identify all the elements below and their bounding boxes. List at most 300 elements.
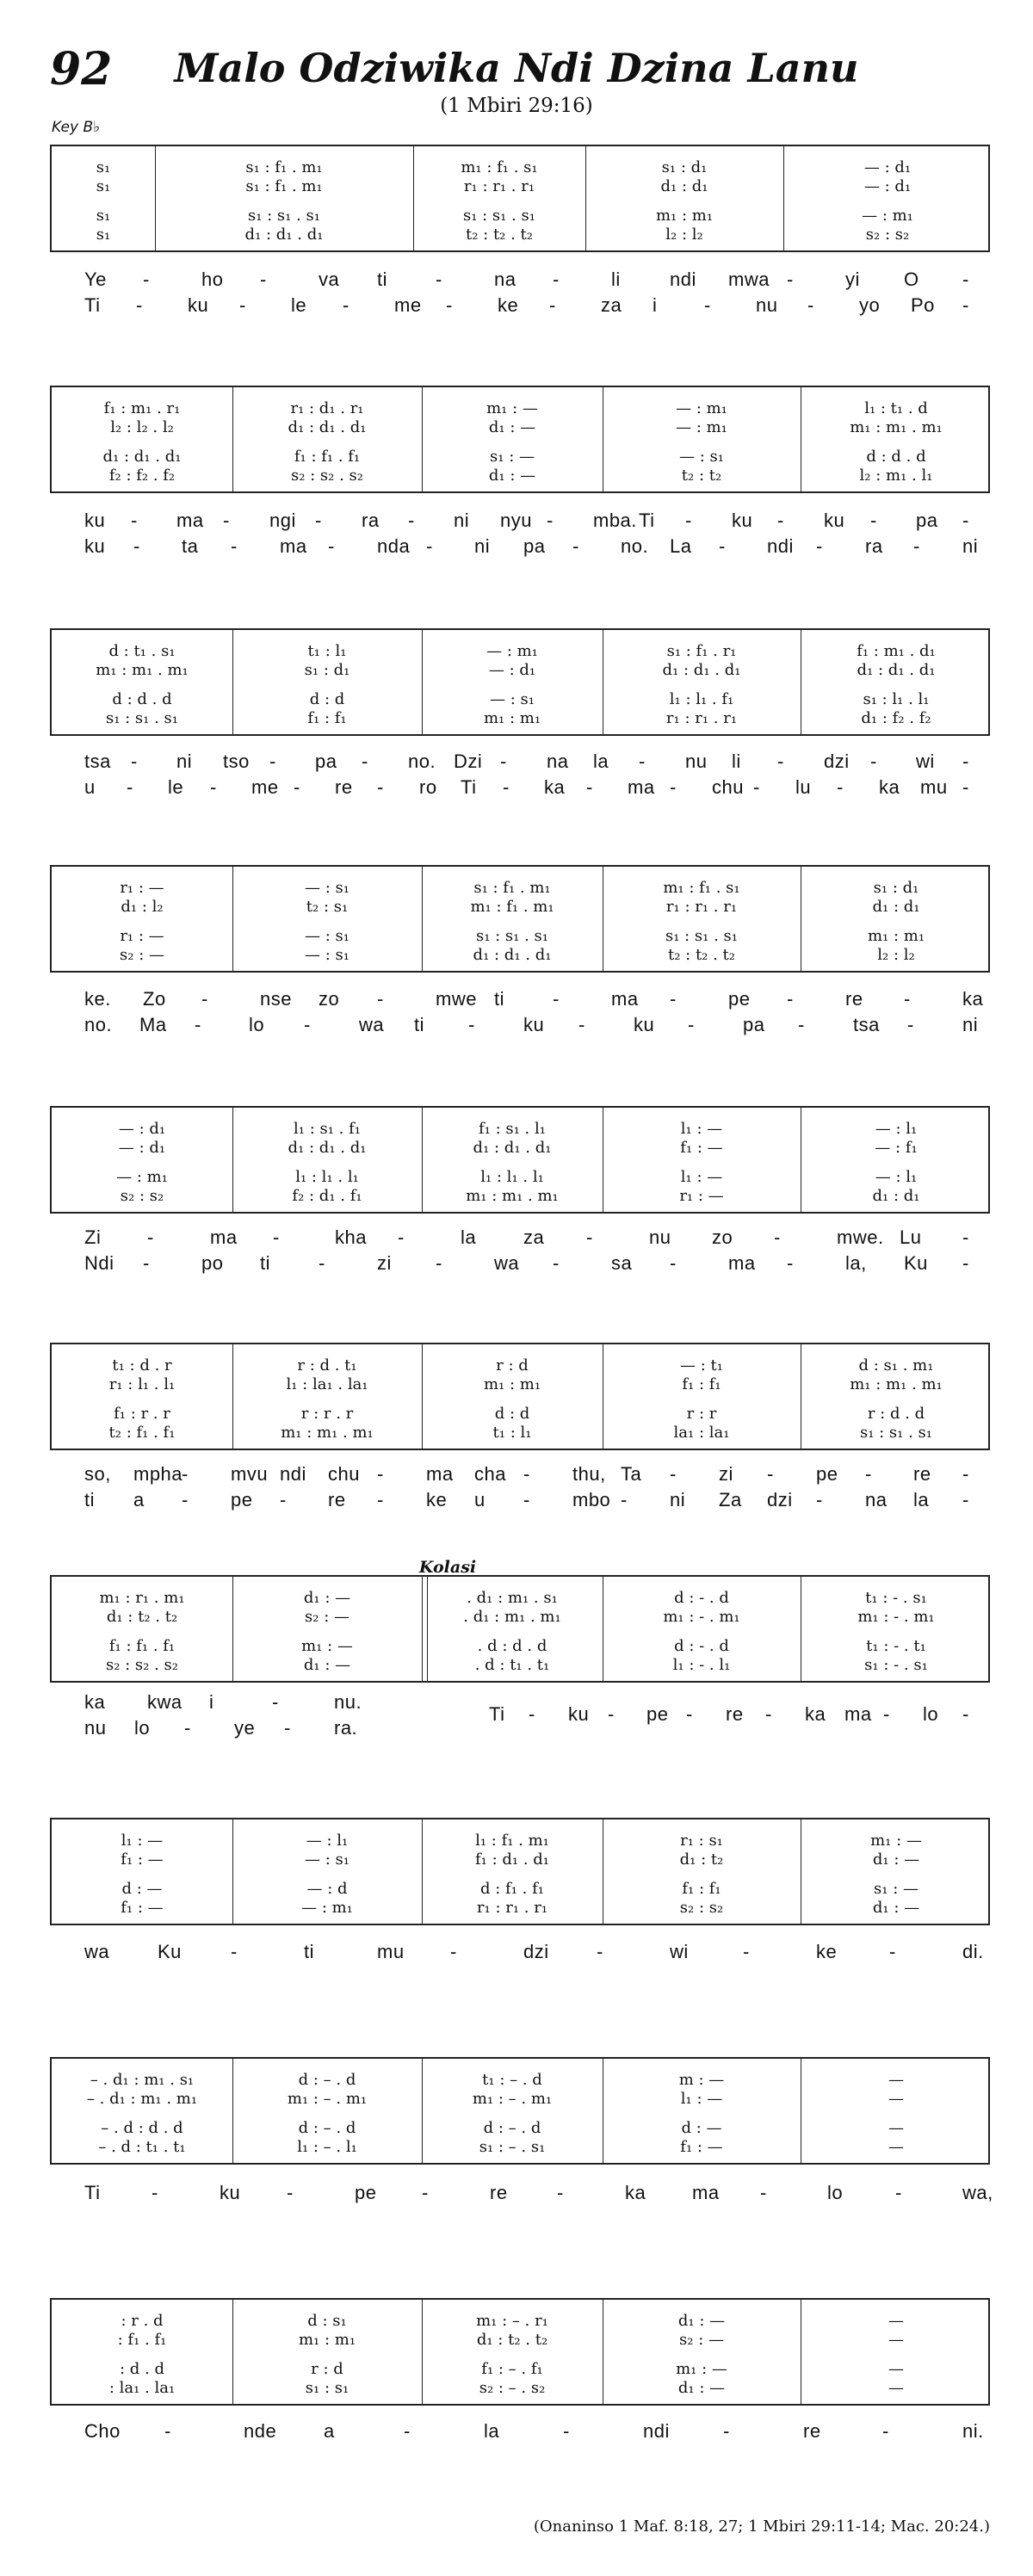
solfa-notes: l₁ : l₁ . f₁ bbox=[669, 690, 734, 708]
lyric-syllable: - bbox=[882, 2420, 889, 2442]
solfa-notes: s₁ : d₁ bbox=[661, 158, 708, 176]
solfa-notes: m₁ : – . m₁ bbox=[472, 2090, 553, 2108]
lyric-syllable: nu bbox=[685, 751, 708, 772]
solfa-notes: l₁ : – . l₁ bbox=[297, 2138, 357, 2156]
solfa-notes: s₂ : — bbox=[305, 1608, 349, 1626]
solfa-notes: m₁ : f₁ . s₁ bbox=[663, 879, 740, 897]
measure bbox=[801, 2059, 992, 2163]
lyric-syllable: ka bbox=[84, 1691, 106, 1713]
solfa-notes: f₁ : m₁ . r₁ bbox=[103, 399, 181, 417]
lyric-syllable: - bbox=[287, 2182, 294, 2203]
solfa-notes: s₁ : s₁ . s₁ bbox=[475, 927, 549, 945]
solfa-notes: m₁ : m₁ bbox=[298, 2331, 356, 2349]
lyric-syllable: lo bbox=[134, 1717, 151, 1739]
lyric-syllable: ra bbox=[362, 510, 380, 531]
lyric-syllable: - bbox=[765, 1703, 772, 1725]
solfa-notes: d₁ : d₁ . d₁ bbox=[662, 661, 741, 679]
solfa-notes: l₂ : l₂ bbox=[877, 946, 915, 964]
solfa-notes: m₁ : — bbox=[486, 399, 538, 417]
lyric-syllable: - bbox=[816, 535, 823, 557]
lyric-syllable: - bbox=[549, 294, 556, 316]
lyric-syllable: la bbox=[484, 2420, 500, 2442]
lyric-syllable: Za bbox=[719, 1489, 742, 1510]
lyric-syllable: - bbox=[404, 2420, 411, 2442]
solfa-notes: d : – . d bbox=[298, 2071, 356, 2089]
lyric-syllable: yi bbox=[845, 269, 860, 290]
lyric-syllable: Ndi bbox=[84, 1252, 114, 1274]
lyric-syllable: nu bbox=[84, 1717, 107, 1739]
solfa-notes: : la₁ . la₁ bbox=[108, 2379, 176, 2397]
lyric-syllable: wa bbox=[494, 1252, 520, 1274]
solfa-notes: : r . d bbox=[121, 2312, 164, 2330]
lyric-syllable: - bbox=[962, 1703, 969, 1725]
solfa-notes: s₁ bbox=[96, 225, 111, 244]
lyric-syllable: Ye bbox=[84, 269, 107, 290]
lyric-syllable: - bbox=[889, 1941, 896, 1962]
lyric-syllable: ka bbox=[962, 988, 984, 1010]
lyric-syllable: ku bbox=[188, 294, 209, 316]
measure bbox=[422, 387, 603, 491]
measure bbox=[422, 1344, 603, 1449]
solfa-notes: t₁ : d . r bbox=[112, 1356, 172, 1374]
measure bbox=[52, 2059, 232, 2163]
solfa-notes: l₂ : l₂ bbox=[665, 225, 703, 244]
solfa-notes: d : s₁ bbox=[307, 2312, 347, 2330]
solfa-notes: m₁ : f₁ . s₁ bbox=[461, 158, 538, 176]
lyric-syllable: nu. bbox=[334, 1691, 362, 1713]
solfa-notes: m : — bbox=[678, 2071, 725, 2089]
solfa-notes: m₁ : – . r₁ bbox=[476, 2312, 548, 2330]
solfa-notes: — : l₁ bbox=[306, 1832, 349, 1850]
lyric-syllable: - bbox=[807, 294, 814, 316]
lyric-syllable: - bbox=[685, 510, 692, 531]
solfa-notes: s₁ : d₁ bbox=[304, 661, 350, 679]
solfa-notes: s₂ : — bbox=[679, 2331, 724, 2349]
solfa-notes: d : d . d bbox=[112, 690, 172, 708]
solfa-notes: . d : d . d bbox=[477, 1637, 547, 1655]
solfa-notes: m₁ : m₁ bbox=[483, 1375, 541, 1393]
solfa-notes: s₁ : s₁ . s₁ bbox=[859, 1424, 933, 1442]
lyric-syllable: nyu bbox=[500, 510, 532, 531]
measure bbox=[52, 1577, 232, 1681]
measure bbox=[801, 867, 992, 971]
hymn-title: Malo Odziwika Ndi Dzina Lanu bbox=[174, 45, 859, 91]
key-signature: Key B♭ bbox=[52, 119, 101, 136]
solfa-notes: m₁ : m₁ . m₁ bbox=[850, 1375, 943, 1393]
lyric-syllable: nda bbox=[377, 535, 411, 557]
lyric-syllable: mbo bbox=[572, 1489, 611, 1510]
hymn-subtitle: (1 Mbiri 29:16) bbox=[440, 95, 593, 117]
solfa-notes: l₁ : s₁ . f₁ bbox=[294, 1120, 361, 1138]
measure bbox=[603, 1108, 801, 1212]
lyric-syllable: - bbox=[572, 535, 579, 557]
solfa-notes: — : d₁ bbox=[863, 158, 912, 176]
lyric-syllable: - bbox=[273, 1226, 280, 1248]
solfa-notes: d₁ : — bbox=[488, 466, 536, 485]
lyric-syllable: le bbox=[291, 294, 307, 316]
lyric-syllable: Lu bbox=[900, 1226, 922, 1248]
measure bbox=[422, 1819, 603, 1924]
lyric-syllable: - bbox=[343, 294, 349, 316]
measure bbox=[413, 146, 585, 250]
lyric-syllable: - bbox=[436, 1252, 442, 1274]
solfa-notes: m₁ : m₁ bbox=[867, 927, 925, 945]
lyric-syllable: wa bbox=[359, 1014, 385, 1035]
solfa-notes: — : s₁ bbox=[305, 1850, 349, 1869]
solfa-notes: d : s₁ . m₁ bbox=[858, 1356, 934, 1374]
solfa-notes: — bbox=[888, 2331, 904, 2349]
lyric-syllable: - bbox=[231, 535, 238, 557]
lyric-syllable: ni bbox=[670, 1489, 686, 1510]
lyric-syllable: ku bbox=[568, 1703, 590, 1725]
lyric-syllable: ni bbox=[176, 751, 193, 772]
lyric-syllable: - bbox=[468, 1014, 475, 1035]
measure bbox=[52, 2300, 232, 2404]
lyric-syllable: - bbox=[557, 2182, 564, 2203]
solfa-notes: r : d bbox=[496, 1356, 529, 1374]
lyric-syllable: - bbox=[377, 776, 384, 798]
solfa-notes: t₂ : t₂ . t₂ bbox=[465, 225, 534, 244]
solfa-notes: — : s₁ bbox=[679, 448, 724, 466]
solfa-notes: — : m₁ bbox=[301, 1899, 353, 1917]
solfa-notes: l₁ : f₁ . m₁ bbox=[475, 1832, 549, 1850]
lyric-syllable: - bbox=[760, 2182, 767, 2203]
lyric-syllable: - bbox=[913, 535, 920, 557]
solfa-notes: m₁ : m₁ . m₁ bbox=[466, 1187, 559, 1205]
solfa-notes: f₁ : — bbox=[680, 2138, 723, 2156]
lyric-syllable: - bbox=[621, 1489, 628, 1510]
measure bbox=[801, 1108, 992, 1212]
solfa-notes: — bbox=[888, 2379, 904, 2397]
lyric-syllable: ti bbox=[84, 1489, 95, 1510]
lyric-syllable: re bbox=[845, 988, 863, 1010]
lyric-syllable: Ku bbox=[904, 1252, 928, 1274]
solfa-notes: — bbox=[888, 2360, 904, 2378]
lyric-syllable: ni. bbox=[962, 2420, 984, 2442]
lyric-syllable: - bbox=[670, 1463, 677, 1485]
lyric-syllable: - bbox=[743, 1941, 750, 1962]
lyric-syllable: - bbox=[127, 776, 133, 798]
solfa-notes: f₁ : — bbox=[121, 1899, 164, 1917]
lyric-syllable: Ti bbox=[489, 1703, 505, 1725]
lyric-syllable: - bbox=[143, 1252, 150, 1274]
lyric-syllable: ti bbox=[414, 1014, 424, 1035]
lyric-syllable: pa bbox=[916, 510, 938, 531]
solfa-notes: s₁ : s₁ bbox=[305, 2379, 349, 2397]
lyric-syllable: me bbox=[251, 776, 279, 798]
solfa-notes: s₂ : – . s₂ bbox=[479, 2379, 546, 2397]
lyric-syllable: mu bbox=[920, 776, 948, 798]
solfa-notes: — : s₁ bbox=[305, 946, 349, 964]
solfa-notes: — : l₁ bbox=[875, 1168, 918, 1186]
solfa-notes: t₁ : - . s₁ bbox=[865, 1589, 927, 1607]
lyric-syllable: - bbox=[753, 776, 760, 798]
lyric-syllable: - bbox=[962, 269, 969, 290]
lyric-syllable: ke bbox=[426, 1489, 448, 1510]
lyric-syllable: ti bbox=[377, 269, 387, 290]
solfa-notes: d₁ : — bbox=[488, 418, 536, 436]
solfa-notes: s₁ : s₁ . s₁ bbox=[105, 709, 179, 727]
lyric-syllable: ka bbox=[805, 1703, 826, 1725]
lyric-syllable: tso bbox=[223, 751, 250, 772]
lyric-syllable: mvu bbox=[231, 1463, 269, 1485]
solfa-notes: d₁ : d₁ . d₁ bbox=[102, 448, 182, 466]
lyric-syllable: - bbox=[895, 2182, 902, 2203]
solfa-notes: — : d₁ bbox=[118, 1120, 166, 1138]
lyric-syllable: - bbox=[280, 1489, 287, 1510]
music-system bbox=[50, 386, 990, 493]
solfa-notes: s₁ : — bbox=[874, 1880, 919, 1898]
lyric-syllable: nu bbox=[649, 1226, 671, 1248]
solfa-notes: s₁ : – . s₁ bbox=[479, 2138, 546, 2156]
lyric-syllable: di. bbox=[962, 1941, 984, 1962]
solfa-notes: s₁ bbox=[96, 158, 111, 176]
solfa-notes: d₁ : d₁ . d₁ bbox=[244, 225, 324, 244]
lyric-syllable: ke bbox=[816, 1941, 838, 1962]
music-system bbox=[50, 2298, 990, 2406]
lyric-syllable: nde bbox=[244, 2420, 277, 2442]
measure bbox=[232, 2300, 422, 2404]
solfa-notes: r₁ : r₁ . r₁ bbox=[463, 177, 535, 195]
lyric-syllable: kha bbox=[335, 1226, 367, 1248]
lyric-syllable: mwa bbox=[728, 269, 770, 290]
music-system bbox=[50, 1343, 990, 1450]
lyric-syllable: re bbox=[726, 1703, 744, 1725]
lyric-syllable: Zi bbox=[84, 1226, 102, 1248]
solfa-notes: l₁ : l₁ . l₁ bbox=[295, 1168, 359, 1186]
solfa-notes: f₁ : f₁ bbox=[682, 1375, 721, 1393]
lyric-syllable: pa bbox=[315, 751, 337, 772]
lyric-syllable: ku bbox=[634, 1014, 655, 1035]
lyric-syllable: - bbox=[816, 1489, 823, 1510]
lyric-syllable: - bbox=[578, 1014, 585, 1035]
solfa-notes: — : l₁ bbox=[875, 1120, 918, 1138]
lyric-syllable: pe bbox=[355, 2182, 377, 2203]
lyric-syllable: - bbox=[131, 510, 138, 531]
lyric-syllable: i bbox=[209, 1691, 214, 1713]
lyric-syllable: - bbox=[639, 751, 646, 772]
measure bbox=[52, 630, 232, 734]
lyric-syllable: ma bbox=[692, 2182, 720, 2203]
lyric-syllable: no. bbox=[408, 751, 436, 772]
lyric-syllable: - bbox=[586, 1226, 593, 1248]
solfa-notes: d : — bbox=[681, 2119, 722, 2137]
lyric-syllable: O bbox=[904, 269, 919, 290]
measure bbox=[232, 1577, 422, 1681]
lyric-syllable: La bbox=[670, 535, 692, 557]
solfa-notes: — bbox=[888, 2138, 904, 2156]
lyric-syllable: sa bbox=[611, 1252, 633, 1274]
lyric-syllable: Ti bbox=[461, 776, 477, 798]
solfa-notes: r₁ : r₁ . r₁ bbox=[476, 1899, 548, 1917]
solfa-notes: f₁ : — bbox=[680, 1139, 723, 1157]
solfa-notes: f₁ : – . f₁ bbox=[481, 2360, 543, 2378]
music-system bbox=[50, 865, 990, 973]
lyric-syllable: - bbox=[272, 1691, 279, 1713]
lyric-syllable: - bbox=[315, 510, 322, 531]
solfa-notes: – . d : t₁ . t₁ bbox=[98, 2138, 186, 2156]
lyric-syllable: Ku bbox=[158, 1941, 182, 1962]
lyric-syllable: li bbox=[611, 269, 621, 290]
lyric-syllable: mwe. bbox=[837, 1226, 884, 1248]
lyric-syllable: chu bbox=[328, 1463, 360, 1485]
solfa-notes: d : d bbox=[494, 1405, 530, 1423]
solfa-notes: d₁ : — bbox=[872, 1899, 920, 1917]
lyric-syllable: ro bbox=[419, 776, 437, 798]
lyric-syllable: ka bbox=[625, 2182, 646, 2203]
solfa-notes: d : – . d bbox=[483, 2119, 541, 2137]
solfa-notes: d : — bbox=[121, 1880, 163, 1898]
lyric-syllable: ndi bbox=[280, 1463, 306, 1485]
lyric-syllable: - bbox=[962, 294, 969, 316]
music-system bbox=[50, 1575, 990, 1683]
solfa-notes: l₁ : — bbox=[680, 2090, 723, 2108]
lyric-syllable: dzi bbox=[767, 1489, 793, 1510]
lyric-syllable: - bbox=[398, 1226, 405, 1248]
solfa-notes: – . d : d . d bbox=[101, 2119, 183, 2137]
lyric-syllable: - bbox=[195, 1014, 201, 1035]
lyric-syllable: u bbox=[474, 1489, 486, 1510]
lyric-syllable: - bbox=[563, 2420, 570, 2442]
lyric-syllable: - bbox=[670, 1252, 677, 1274]
lyric-syllable: Po bbox=[911, 294, 935, 316]
solfa-notes: — : s₁ bbox=[305, 879, 349, 897]
lyric-syllable: cha bbox=[474, 1463, 506, 1485]
solfa-notes: — : d₁ bbox=[118, 1139, 166, 1157]
solfa-notes: l₂ : m₁ . l₁ bbox=[859, 466, 933, 485]
solfa-notes: d₁ : d₁ bbox=[872, 1187, 920, 1205]
measure bbox=[801, 387, 992, 491]
solfa-notes: l₁ : — bbox=[121, 1832, 164, 1850]
solfa-notes: s₁ : l₁ . l₁ bbox=[863, 690, 930, 708]
lyric-syllable: - bbox=[962, 510, 969, 531]
hymn-number: 92 bbox=[50, 43, 113, 96]
solfa-notes: r : d bbox=[311, 2360, 343, 2378]
lyric-syllable: - bbox=[777, 510, 784, 531]
music-system bbox=[50, 2057, 990, 2165]
solfa-notes: s₁ bbox=[96, 207, 111, 225]
solfa-notes: d : t₁ . s₁ bbox=[108, 642, 176, 660]
lyric-syllable: re bbox=[328, 1489, 346, 1510]
solfa-notes: — : m₁ bbox=[676, 399, 727, 417]
lyric-syllable: so, bbox=[84, 1463, 111, 1485]
measure bbox=[801, 1577, 992, 1681]
solfa-notes: m₁ : m₁ . m₁ bbox=[850, 418, 943, 436]
solfa-notes: r : r bbox=[686, 1405, 717, 1423]
lyric-syllable: - bbox=[164, 2420, 171, 2442]
lyric-syllable: ku bbox=[523, 1014, 545, 1035]
solfa-notes: s₂ : — bbox=[120, 946, 164, 964]
solfa-notes: m₁ : — bbox=[676, 2360, 727, 2378]
solfa-notes: d₁ : — bbox=[303, 1656, 351, 1674]
solfa-notes: d : d . d bbox=[866, 448, 926, 466]
lyric-syllable: na bbox=[494, 269, 516, 290]
solfa-notes: r₁ : r₁ . r₁ bbox=[665, 709, 738, 727]
lyric-syllable: - bbox=[719, 535, 726, 557]
lyric-syllable: ni bbox=[474, 535, 491, 557]
solfa-notes: m₁ : – . m₁ bbox=[287, 2090, 368, 2108]
solfa-notes: f₂ : f₂ . f₂ bbox=[108, 466, 176, 485]
solfa-notes: — : m₁ bbox=[116, 1168, 168, 1186]
solfa-notes: d₁ : d₁ . d₁ bbox=[473, 1139, 552, 1157]
lyric-syllable: - bbox=[523, 1463, 530, 1485]
measure bbox=[422, 630, 603, 734]
measure bbox=[801, 2300, 992, 2404]
solfa-notes: s₂ : s₂ . s₂ bbox=[105, 1656, 179, 1674]
lyric-syllable: thu, bbox=[572, 1463, 606, 1485]
lyric-syllable: - bbox=[774, 1226, 781, 1248]
measure bbox=[422, 2300, 603, 2404]
lyric-syllable: - bbox=[319, 1252, 325, 1274]
lyric-syllable: - bbox=[304, 1014, 311, 1035]
lyric-syllable: re bbox=[803, 2420, 821, 2442]
lyric-syllable: ke. bbox=[84, 988, 111, 1010]
measure bbox=[603, 1577, 801, 1681]
measure bbox=[422, 867, 603, 971]
solfa-notes: t₁ : - . t₁ bbox=[866, 1637, 926, 1655]
solfa-notes: — bbox=[888, 2119, 904, 2137]
lyric-syllable: zo bbox=[319, 988, 340, 1010]
solfa-notes: s₁ bbox=[96, 177, 111, 195]
lyric-syllable: - bbox=[294, 776, 300, 798]
music-system bbox=[50, 1818, 990, 1925]
lyric-syllable: - bbox=[210, 776, 217, 798]
solfa-notes: m₁ : — bbox=[870, 1832, 922, 1850]
lyric-syllable: - bbox=[362, 751, 368, 772]
measure bbox=[232, 2059, 422, 2163]
lyric-syllable: - bbox=[904, 988, 911, 1010]
lyric-syllable: a bbox=[133, 1489, 145, 1510]
lyric-syllable: - bbox=[131, 751, 138, 772]
solfa-notes: f₁ : — bbox=[121, 1850, 164, 1869]
solfa-notes: m₁ : - . m₁ bbox=[857, 1608, 935, 1626]
measure bbox=[422, 2059, 603, 2163]
lyric-syllable: wa, bbox=[962, 2182, 993, 2203]
solfa-notes: r : d . d bbox=[867, 1405, 925, 1423]
lyric-syllable: - bbox=[553, 988, 560, 1010]
measure bbox=[52, 1108, 232, 1212]
lyric-syllable: - bbox=[686, 1703, 693, 1725]
lyric-syllable: va bbox=[319, 269, 340, 290]
lyric-syllable: - bbox=[962, 751, 969, 772]
lyric-syllable: ni bbox=[962, 535, 979, 557]
solfa-notes: d₁ : t₂ . t₂ bbox=[476, 2331, 548, 2349]
lyric-syllable: ni bbox=[454, 510, 470, 531]
measure bbox=[603, 630, 801, 734]
solfa-notes: — : t₁ bbox=[680, 1356, 723, 1374]
lyric-syllable: ti bbox=[494, 988, 504, 1010]
lyric-syllable: tsa bbox=[853, 1014, 880, 1035]
lyric-syllable: - bbox=[870, 510, 877, 531]
solfa-notes: — : f₁ bbox=[875, 1139, 918, 1157]
music-system bbox=[50, 1106, 990, 1214]
lyric-syllable: ka bbox=[879, 776, 900, 798]
solfa-notes: d₁ : — bbox=[677, 2379, 726, 2397]
lyric-syllable: - bbox=[870, 751, 877, 772]
solfa-notes: m₁ : m₁ bbox=[655, 207, 714, 225]
lyric-syllable: ku bbox=[220, 2182, 241, 2203]
lyric-syllable: - bbox=[182, 1463, 189, 1485]
solfa-notes: . d₁ : m₁ . s₁ bbox=[467, 1589, 558, 1607]
solfa-notes: s₁ : f₁ . r₁ bbox=[666, 642, 737, 660]
lyric-syllable: - bbox=[553, 1252, 560, 1274]
solfa-notes: d₁ : — bbox=[303, 1589, 351, 1607]
lyric-syllable: pa bbox=[743, 1014, 765, 1035]
lyric-syllable: ndi bbox=[643, 2420, 670, 2442]
lyric-syllable: - bbox=[500, 751, 507, 772]
solfa-notes: r₁ : — bbox=[679, 1187, 724, 1205]
solfa-notes: — bbox=[888, 2090, 904, 2108]
